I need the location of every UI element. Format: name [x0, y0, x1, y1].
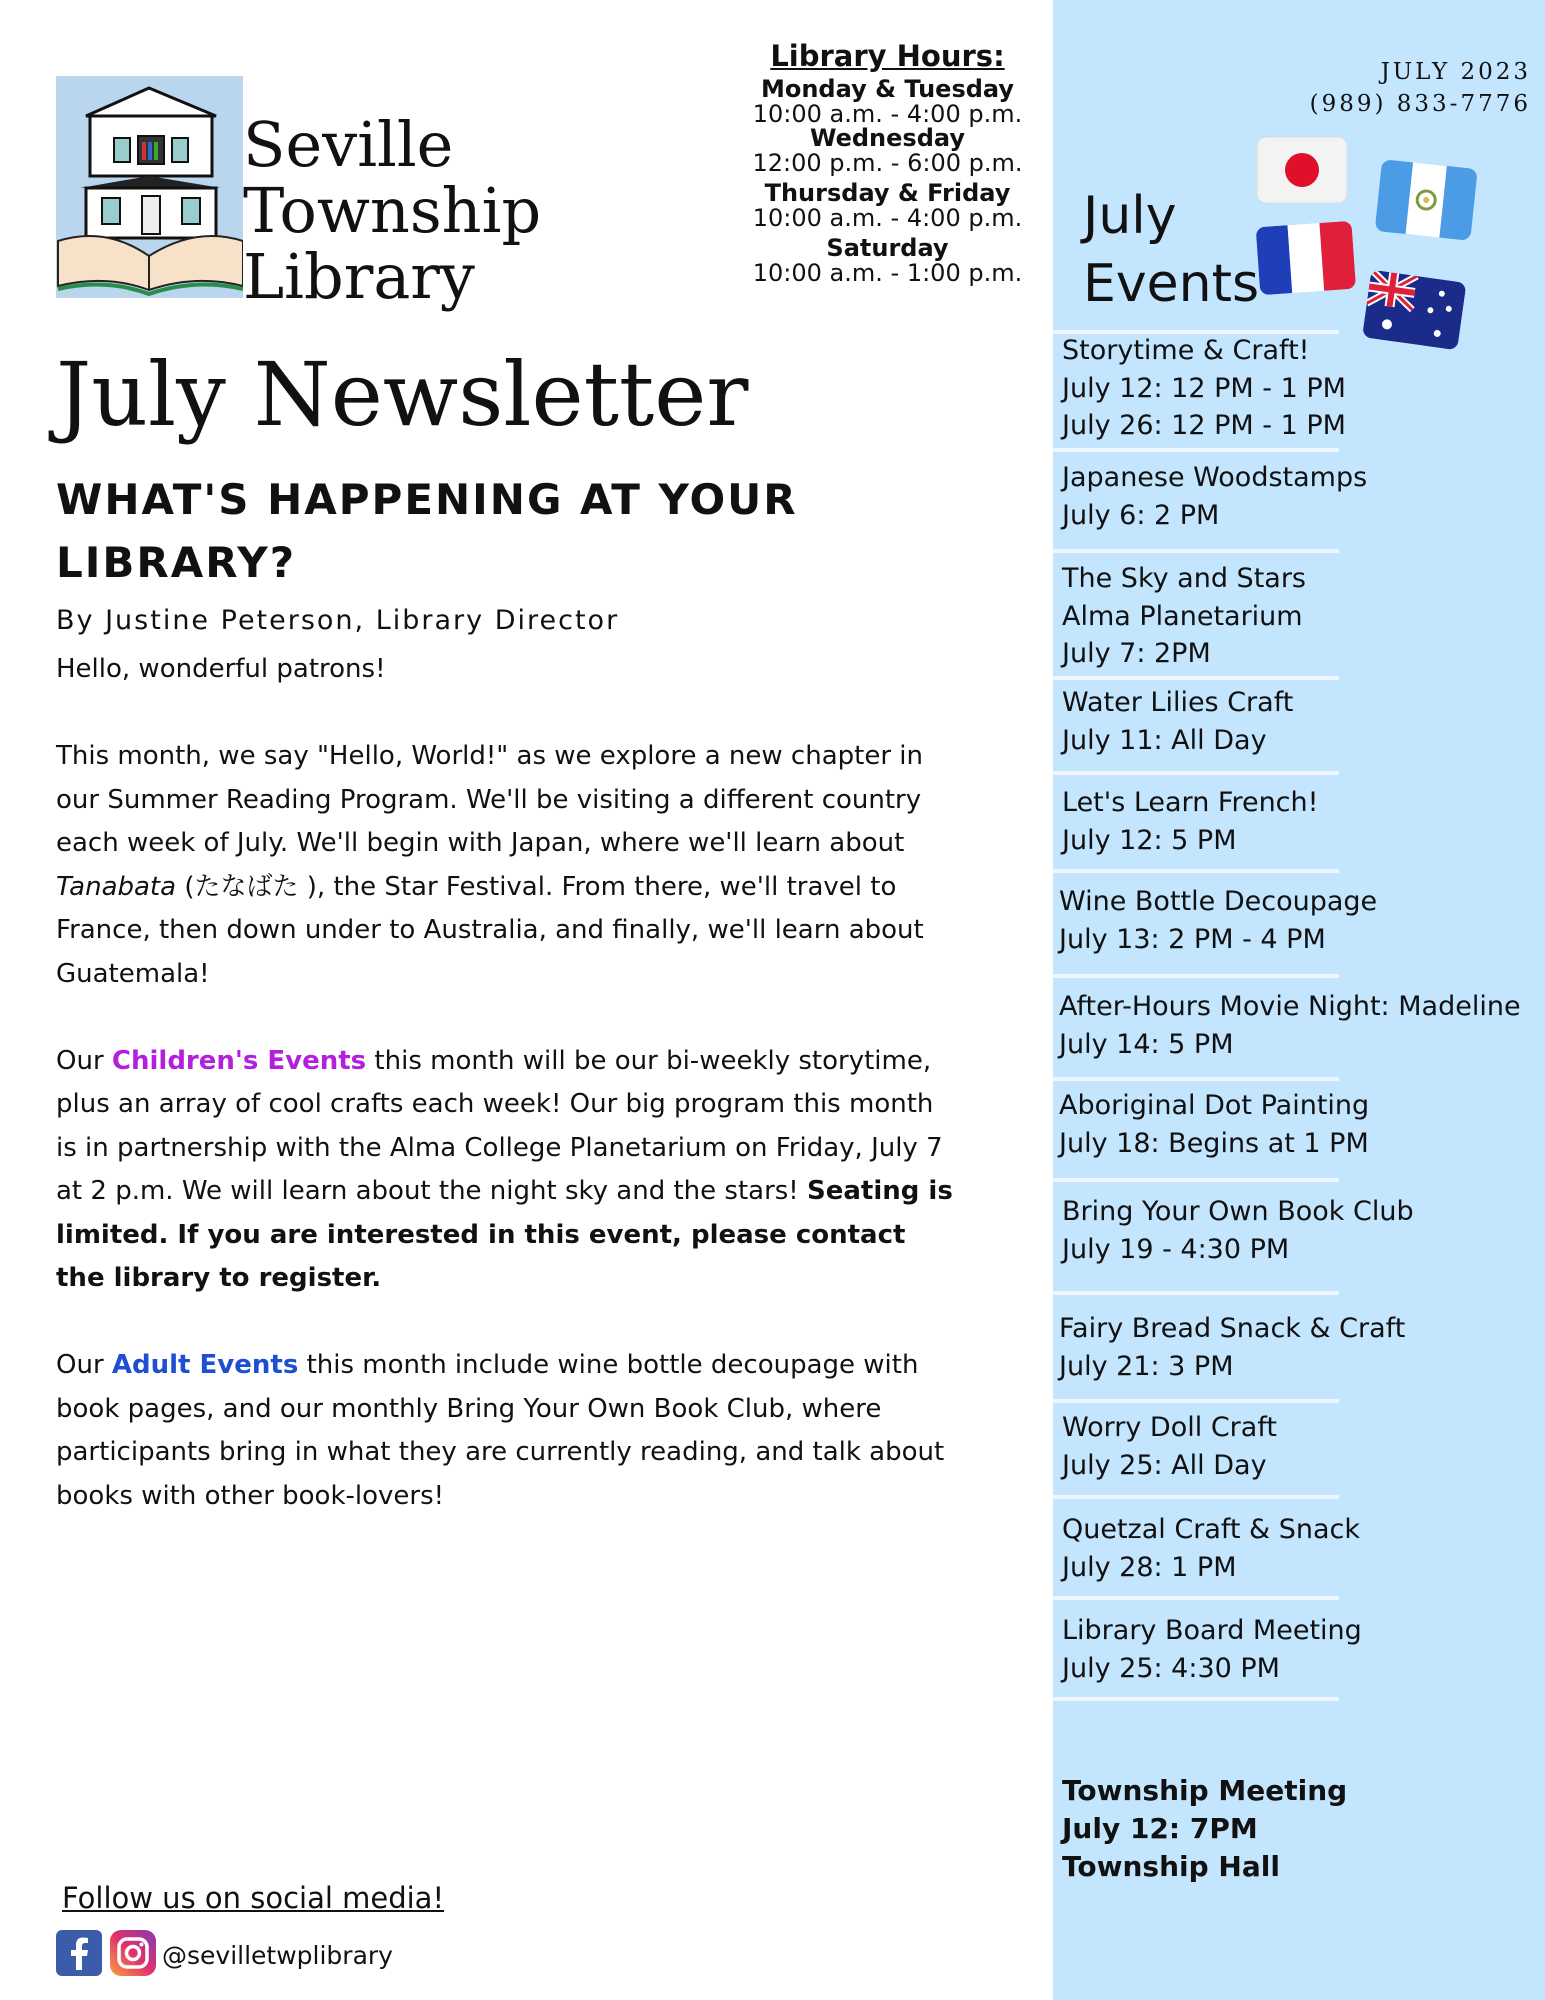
hours-days: Saturday — [826, 234, 949, 262]
hours-time: 10:00 a.m. - 4:00 p.m. — [752, 204, 1023, 232]
event-title: Water Lilies Craft — [1062, 687, 1294, 718]
township-location: Township Hall — [1062, 1850, 1280, 1883]
event-item — [1059, 988, 1521, 1063]
hours-time: 10:00 a.m. - 4:00 p.m. — [752, 100, 1023, 128]
event-title: After-Hours Movie Night: Madeline — [1059, 991, 1521, 1022]
event-subtitle: Alma Planetarium — [1062, 600, 1303, 632]
byline: By Justine Peterson, Library Director — [56, 605, 620, 636]
library-name-line: Library — [243, 240, 475, 313]
instagram-icon[interactable] — [110, 1930, 156, 1980]
event-title: Japanese Woodstamps — [1062, 462, 1368, 493]
event-title: Fairy Bread Snack & Craft — [1059, 1313, 1406, 1344]
event-item — [1062, 332, 1346, 445]
paragraph-countries — [56, 735, 956, 996]
hours-entry — [720, 235, 1055, 285]
newsletter-subtitle: WHAT'S HAPPENING AT YOUR LIBRARY? — [56, 475, 798, 587]
event-time: July 21: 3 PM — [1059, 1350, 1234, 1382]
township-title: Township Meeting — [1062, 1774, 1348, 1807]
hours-days: Thursday & Friday — [764, 179, 1011, 207]
japan-flag — [1255, 135, 1349, 209]
event-divider — [1053, 869, 1339, 873]
township-time: July 12: 7PM — [1062, 1812, 1258, 1845]
event-title: Library Board Meeting — [1062, 1615, 1362, 1646]
registration-note: Seating is limited. If you are interested in this event, please contact the library to register. — [56, 1176, 953, 1293]
event-divider — [1053, 1596, 1339, 1600]
library-name-line: Seville — [243, 108, 454, 181]
library-hours — [720, 38, 1055, 290]
event-divider — [1053, 974, 1339, 978]
hours-title: Library Hours: — [770, 39, 1005, 73]
event-divider — [1053, 771, 1339, 775]
issue-info — [1310, 56, 1531, 120]
event-time: July 6: 2 PM — [1062, 499, 1220, 531]
childrens-events-link[interactable]: Children's Events — [111, 1045, 367, 1076]
event-title: Quetzal Craft & Snack — [1062, 1514, 1360, 1545]
hours-entry — [720, 180, 1055, 230]
event-time: July 26: 12 PM - 1 PM — [1062, 410, 1346, 441]
event-title: The Sky and Stars — [1062, 563, 1306, 594]
event-divider — [1053, 549, 1339, 553]
event-item — [1059, 1087, 1369, 1162]
paragraph-children — [56, 1040, 956, 1301]
event-divider — [1053, 676, 1339, 680]
event-time: July 25: 4:30 PM — [1062, 1652, 1280, 1684]
event-item — [1062, 684, 1293, 759]
event-divider — [1053, 1178, 1339, 1182]
follow-heading: Follow us on social media! — [62, 1881, 445, 1915]
event-item — [1062, 1511, 1360, 1586]
event-time: July 7: 2PM — [1062, 638, 1211, 669]
township-meeting — [1062, 1772, 1347, 1886]
events-heading — [1083, 182, 1259, 318]
event-time: July 19 - 4:30 PM — [1062, 1233, 1290, 1265]
social-links — [56, 1932, 393, 1978]
hours-time: 12:00 p.m. - 6:00 p.m. — [752, 149, 1023, 177]
event-time: July 12: 5 PM — [1062, 824, 1237, 856]
adult-events-link[interactable]: Adult Events — [111, 1350, 299, 1380]
hours-entry — [720, 76, 1055, 126]
event-divider — [1053, 1077, 1339, 1081]
event-item — [1062, 1193, 1414, 1268]
guatemala-flag — [1372, 157, 1480, 247]
library-name — [243, 108, 542, 313]
issue-month: JULY 2023 — [1380, 59, 1531, 85]
paragraph-text: this month include wine bottle decoupage with book pages, and our monthly Bring Your Own Book Club, where participants bring in what they are currently reading, and talk about books with other book-lovers! — [56, 1350, 945, 1511]
event-time: July 14: 5 PM — [1059, 1028, 1234, 1060]
hours-days: Monday & Tuesday — [760, 75, 1015, 103]
greeting: Hello, wonderful patrons! — [56, 654, 386, 684]
paragraph-text: Our — [56, 1350, 112, 1380]
event-divider — [1053, 448, 1339, 452]
event-title: Let's Learn French! — [1062, 787, 1319, 818]
event-title: Bring Your Own Book Club — [1062, 1196, 1414, 1227]
event-item — [1059, 883, 1377, 958]
event-divider — [1053, 1495, 1339, 1499]
event-time: July 12: 12 PM - 1 PM — [1062, 372, 1346, 404]
event-title: Aboriginal Dot Painting — [1059, 1090, 1370, 1121]
event-item — [1062, 459, 1367, 534]
paragraph-text: This month, we say "Hello, World!" as we explore a new chapter in our Summer Reading Program. We'll be visiting a different country each week of July. We'll begin with Japan, where we'll learn about — [56, 741, 923, 858]
event-time: July 11: All Day — [1062, 724, 1267, 756]
paragraph-adult — [56, 1344, 956, 1518]
event-divider — [1053, 1697, 1339, 1701]
library-name-line: Township — [243, 174, 542, 247]
event-title: Wine Bottle Decoupage — [1059, 886, 1378, 917]
facebook-icon[interactable] — [56, 1930, 102, 1980]
library-logo — [56, 76, 243, 298]
event-time: July 13: 2 PM - 4 PM — [1059, 923, 1326, 955]
phone-number: (989) 833-7776 — [1309, 91, 1531, 117]
event-divider — [1053, 1291, 1339, 1295]
event-title: Storytime & Craft! — [1062, 335, 1310, 366]
paragraph-text: this month will be our bi-weekly storytime, plus an array of cool crafts each week! Our big program this month is in partnership with the Alma College Planetarium on Friday, July 7 at 2 p.m. We will learn about the night sky and the stars! — [56, 1045, 943, 1206]
newsletter-body — [56, 648, 956, 1518]
newsletter-title: July Newsletter — [56, 343, 749, 446]
hours-days: Wednesday — [809, 124, 965, 152]
event-time: July 25: All Day — [1062, 1449, 1267, 1481]
events-heading-line: July — [1083, 186, 1177, 246]
hours-time: 10:00 a.m. - 1:00 p.m. — [752, 259, 1023, 287]
event-title: Worry Doll Craft — [1062, 1412, 1277, 1443]
event-item — [1062, 1409, 1277, 1484]
events-heading-line: Events — [1083, 254, 1260, 314]
tanabata-text: Tanabata — [56, 871, 177, 902]
event-item — [1062, 560, 1306, 673]
event-item — [1062, 784, 1318, 859]
event-time: July 28: 1 PM — [1062, 1551, 1237, 1583]
event-item — [1062, 1612, 1362, 1687]
event-time: July 18: Begins at 1 PM — [1059, 1127, 1369, 1159]
paragraph-text: Our — [56, 1045, 112, 1076]
australia-flag — [1359, 267, 1469, 356]
event-divider — [1053, 1399, 1339, 1403]
paragraph-text: (たなばた ), the Star Festival. From there, we'll travel to France, then down under to Australia, and finally, we'll learn about Guatemala! — [56, 871, 924, 989]
hours-entry — [720, 125, 1055, 175]
event-item — [1059, 1310, 1405, 1385]
social-handle[interactable]: @sevilletwplibrary — [162, 1940, 393, 1970]
france-flag — [1253, 219, 1358, 302]
